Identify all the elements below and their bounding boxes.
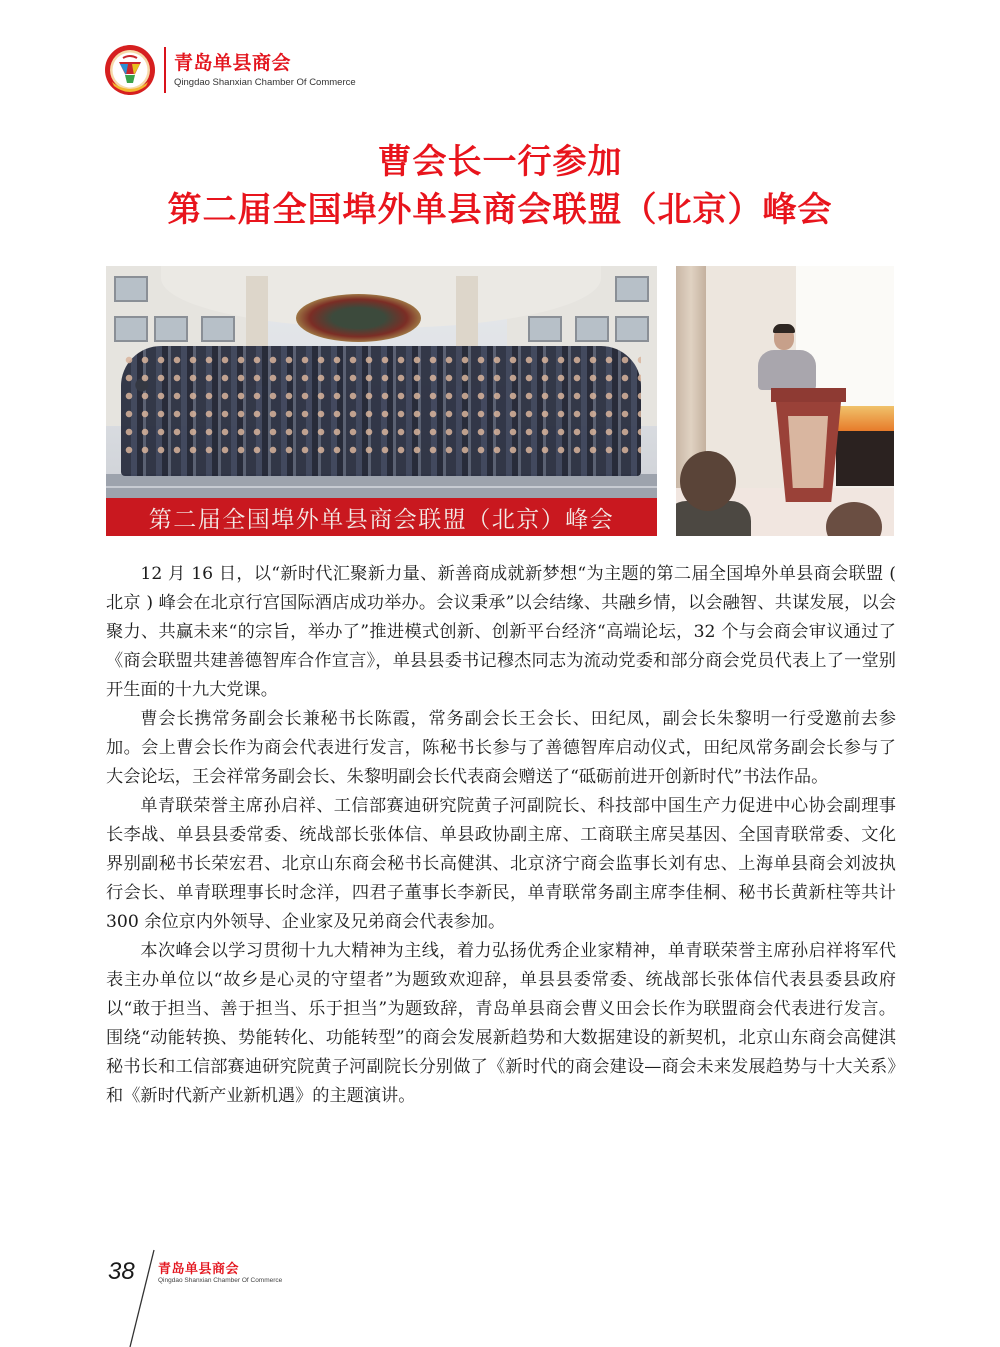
brand-name-cn: 青岛单县商会 xyxy=(174,52,292,74)
article-title-line-1: 曹会长一行参加 xyxy=(377,142,623,182)
brand-name-en: Qingdao Shanxian Chamber Of Commerce xyxy=(174,77,356,88)
brand-block xyxy=(174,51,356,89)
footer-brand-cn: 青岛单县商会 xyxy=(158,1262,240,1277)
masthead xyxy=(104,40,356,100)
article-body xyxy=(106,560,896,1111)
paragraph: 本次峰会以学习贯彻十九大精神为主线，着力弘扬优秀企业家精神，单青联荣誉主席孙启祥将军代表主办单位以“故乡是心灵的守望者”为题致欢迎辞，单县县委常委、统战部长张体信代表县委县政府以“敢于担当、善于担当、乐于担当”为题致辞，青岛单县商会曹义田会长作为联盟商会代表进行发言。围绕“动能转换、势能转化、功能转型”的商会发展新趋势和大数据建设的新契机，北京山东商会高健淇秘书长和工信部赛迪研究院黄子河副院长分别做了《新时代的商会建设—商会未来发展趋势与十大关系》和《新时代新产业新机遇》的主题演讲。 xyxy=(106,941,896,1106)
header-divider xyxy=(164,47,166,93)
photo-caption: 第二届全国埠外单县商会联盟（北京）峰会 xyxy=(148,506,615,533)
paragraph: 曹会长携常务副会长兼秘书长陈霞，常务副会长王会长、田纪凤，副会长朱黎明一行受邀前去参加。会上曹会长作为商会代表进行发言，陈秘书长参与了善德智库启动仪式，田纪凤常务副会长参与了大会论坛，王会祥常务副会长、朱黎明副会长代表商会赠送了“砥砺前进开创新时代”书法作品。 xyxy=(106,709,896,787)
paragraph: 12 月 16 日，以“新时代汇聚新力量、新善商成就新梦想“为主题的第二届全国埠外单县商会联盟 ( 北京 ) 峰会在北京行宫国际酒店成功举办。会议秉承”以会结缘、共融乡情，以会融智、共谋发展，以会聚力、共赢未来“的宗旨，举办了”推进模式创新、创新平台经济“高端论坛，32 个与会商会审议通过了《商会联盟共建善德智库合作宣言》，单县县委书记穆杰同志为流动党委和部分商会党员代表上了一堂别开生面的十九大党课。 xyxy=(106,564,896,700)
article-title-line-2: 第二届全国埠外单县商会联盟（北京）峰会 xyxy=(167,190,833,230)
paragraph: 单青联荣誉主席孙启祥、工信部赛迪研究院黄子河副院长、科技部中国生产力促进中心协会副理事长李战、单县县委常委、统战部长张体信、单县政协副主席、工商联主席吴基因、全国青联常委、文化界别副秘书长荣宏君、北京山东商会秘书长高健淇、北京济宁商会监事长刘有忠、上海单县商会刘波执行会长、单青联理事长时念洋，四君子董事长李新民，单青联常务副主席李佳桐、秘书长黄新柱等共计 300 余位京内外领导、企业家及兄弟商会代表参加。 xyxy=(106,796,896,932)
page-footer xyxy=(108,1248,408,1347)
page-number: 38 xyxy=(108,1258,135,1285)
photo-caption-bar xyxy=(106,498,657,536)
footer-brand-en: Qingdao Shanxian Chamber Of Commerce xyxy=(158,1277,283,1284)
chamber-emblem-icon xyxy=(104,44,156,96)
speaker-photo xyxy=(676,266,894,536)
group-photo xyxy=(106,266,657,536)
